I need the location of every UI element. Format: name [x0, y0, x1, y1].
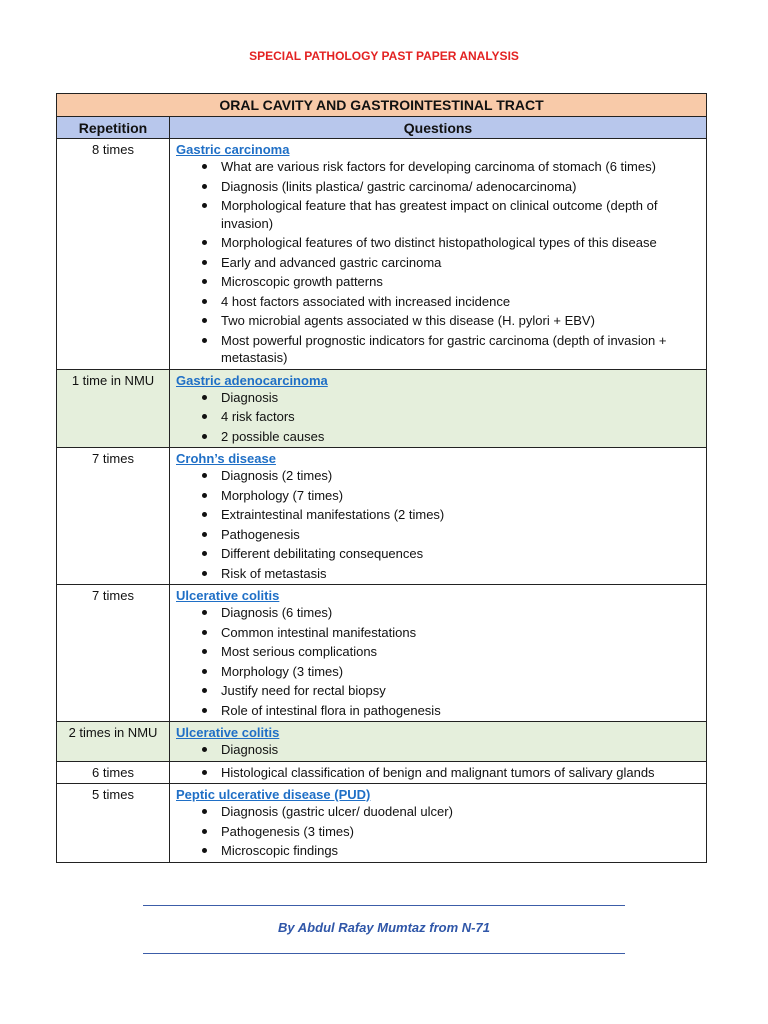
question-item: Histological classification of benign and malignant tumors of salivary glands	[221, 764, 700, 782]
question-item: Morphology (7 times)	[221, 487, 700, 505]
question-item: Microscopic growth patterns	[221, 273, 700, 291]
question-item: 4 host factors associated with increased incidence	[221, 293, 700, 311]
footer-divider-bottom	[143, 953, 625, 954]
question-item: Common intestinal manifestations	[221, 624, 700, 642]
table-row	[57, 139, 707, 370]
question-item: Role of intestinal flora in pathogenesis	[221, 702, 700, 720]
questions-cell	[170, 369, 707, 448]
question-item: Most serious complications	[221, 643, 700, 661]
question-item: Two microbial agents associated w this disease (H. pylori + EBV)	[221, 312, 700, 330]
question-list	[176, 764, 700, 782]
question-list	[176, 604, 700, 719]
repetition-cell: 8 times	[57, 139, 170, 370]
question-list	[176, 158, 700, 367]
question-item: Diagnosis (2 times)	[221, 467, 700, 485]
question-item: Diagnosis (6 times)	[221, 604, 700, 622]
question-item: Early and advanced gastric carcinoma	[221, 254, 700, 272]
repetition-cell: 6 times	[57, 761, 170, 784]
question-item: Diagnosis	[221, 389, 700, 407]
question-item: Pathogenesis (3 times)	[221, 823, 700, 841]
question-item: Microscopic findings	[221, 842, 700, 860]
questions-cell	[170, 585, 707, 722]
question-list	[176, 803, 700, 860]
table-body	[57, 139, 707, 863]
questions-cell	[170, 761, 707, 784]
question-item: Pathogenesis	[221, 526, 700, 544]
repetition-cell: 1 time in NMU	[57, 369, 170, 448]
questions-column-header: Questions	[170, 117, 707, 139]
section-title: ORAL CAVITY AND GASTROINTESTINAL TRACT	[57, 94, 707, 117]
table-row	[57, 761, 707, 784]
questions-cell	[170, 448, 707, 585]
table-row	[57, 585, 707, 722]
author-credit: By Abdul Rafay Mumtaz from N-71	[278, 920, 490, 935]
table-row	[57, 369, 707, 448]
table-row	[57, 448, 707, 585]
table-row	[57, 722, 707, 762]
topic-link[interactable]: Ulcerative colitis	[176, 588, 280, 603]
question-item: Diagnosis (linits plastica/ gastric carcinoma/ adenocarcinoma)	[221, 178, 700, 196]
question-item: Diagnosis	[221, 741, 700, 759]
question-list	[176, 467, 700, 582]
repetition-cell: 7 times	[57, 585, 170, 722]
footer-divider-top	[143, 905, 625, 906]
question-item: Morphological feature that has greatest impact on clinical outcome (depth of invasion)	[221, 197, 700, 232]
document-title: SPECIAL PATHOLOGY PAST PAPER ANALYSIS	[249, 49, 519, 63]
repetition-cell: 5 times	[57, 784, 170, 863]
question-list	[176, 741, 700, 759]
question-item: What are various risk factors for developing carcinoma of stomach (6 times)	[221, 158, 700, 176]
question-item: Justify need for rectal biopsy	[221, 682, 700, 700]
repetition-cell: 7 times	[57, 448, 170, 585]
topic-link[interactable]: Peptic ulcerative disease (PUD)	[176, 787, 371, 802]
question-list	[176, 389, 700, 446]
topic-link[interactable]: Gastric adenocarcinoma	[176, 372, 328, 388]
topic-link[interactable]: Ulcerative colitis	[176, 725, 280, 740]
question-item: Morphological features of two distinct histopathological types of this disease	[221, 234, 700, 252]
question-item: Risk of metastasis	[221, 565, 700, 583]
questions-cell	[170, 139, 707, 370]
question-item: 4 risk factors	[221, 408, 700, 426]
topic-link[interactable]: Crohn’s disease	[176, 451, 276, 466]
question-item: Morphology (3 times)	[221, 663, 700, 681]
question-item: Extraintestinal manifestations (2 times)	[221, 506, 700, 524]
table-row	[57, 784, 707, 863]
question-item: Diagnosis (gastric ulcer/ duodenal ulcer)	[221, 803, 700, 821]
past-paper-table	[56, 93, 707, 863]
question-item: 2 possible causes	[221, 428, 700, 446]
topic-link[interactable]: Gastric carcinoma	[176, 142, 290, 157]
repetition-column-header: Repetition	[57, 117, 170, 139]
repetition-cell: 2 times in NMU	[57, 722, 170, 762]
questions-cell	[170, 784, 707, 863]
questions-cell	[170, 722, 707, 762]
question-item: Different debilitating consequences	[221, 545, 700, 563]
question-item: Most powerful prognostic indicators for gastric carcinoma (depth of invasion + metastasis)	[221, 332, 700, 367]
